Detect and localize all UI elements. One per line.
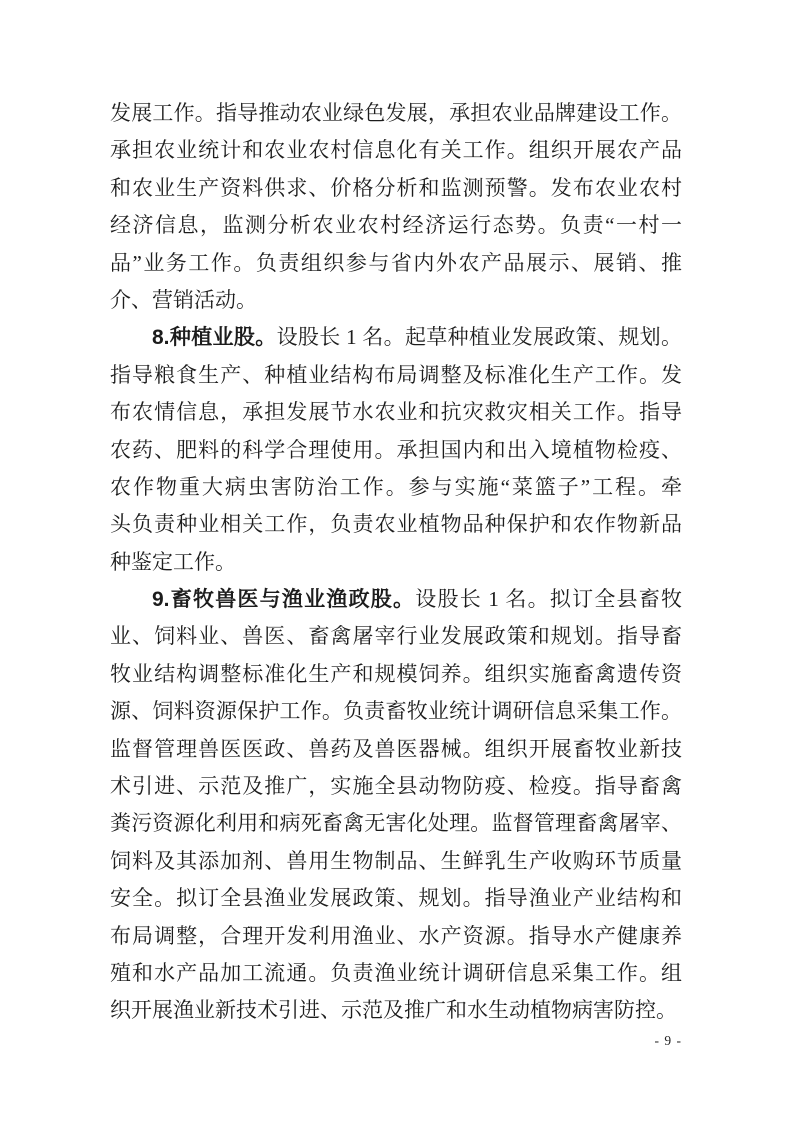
text-segment: 饲料及其添加剂、兽用生物制品、生鲜乳生产收购环节质量 <box>110 848 682 873</box>
text-line <box>110 731 682 768</box>
document-body <box>110 95 682 1030</box>
text-segment: 术引进、示范及推广，实施全县动物防疫、检疫。指导畜禽 <box>110 774 682 799</box>
text-line <box>110 469 682 506</box>
text-segment: 安全。拟订全县渔业发展政策、规划。指导渔业产业结构和 <box>110 886 682 911</box>
text-segment: 承担农业统计和农业农村信息化有关工作。组织开展农产品 <box>110 138 682 163</box>
text-segment: 源、饲料资源保护工作。负责畜牧业统计调研信息采集工作。 <box>110 699 682 724</box>
text-line <box>110 693 682 730</box>
text-segment: 指导粮食生产、种植业结构布局调整及标准化生产工作。发 <box>110 362 682 387</box>
section-heading: 8.种植业股。 <box>152 326 277 350</box>
text-segment: 发展工作。指导推动农业绿色发展，承担农业品牌建设工作。 <box>110 101 682 125</box>
text-line <box>110 282 682 319</box>
text-segment: 头负责种业相关工作，负责农业植物品种保护和农作物新品 <box>110 512 682 537</box>
text-line <box>110 319 682 356</box>
text-segment: 设股长 1 名。起草种植业发展政策、规划。 <box>276 325 683 350</box>
text-segment: 品”业务工作。负责组织参与省内外农产品展示、展销、推 <box>110 250 682 275</box>
text-segment: 布农情信息，承担发展节水农业和抗灾救灾相关工作。指导 <box>110 400 682 425</box>
text-line <box>110 843 682 880</box>
text-line <box>110 581 682 618</box>
text-line <box>110 544 682 581</box>
text-line <box>110 955 682 992</box>
text-line <box>110 170 682 207</box>
text-segment: 经济信息，监测分析农业农村经济运行态势。负责“一村一 <box>110 213 682 238</box>
text-line <box>110 207 682 244</box>
text-line <box>110 768 682 805</box>
text-segment: 和农业生产资料供求、价格分析和监测预警。发布农业农村 <box>110 175 682 200</box>
text-line <box>110 618 682 655</box>
text-segment: 监督管理兽医医政、兽药及兽医器械。组织开展畜牧业新技 <box>110 736 682 761</box>
text-line <box>110 394 682 431</box>
text-segment: 业、饲料业、兽医、畜禽屠宰行业发展政策和规划。指导畜 <box>110 624 682 649</box>
page-number: - 9 - <box>654 1033 682 1048</box>
text-line <box>110 432 682 469</box>
text-segment: 设股长 1 名。拟订全县畜牧 <box>415 587 683 612</box>
text-segment: 种鉴定工作。 <box>110 549 236 574</box>
text-line <box>110 132 682 169</box>
text-line <box>110 918 682 955</box>
text-segment: 农作物重大病虫害防治工作。参与实施“菜篮子”工程。牵 <box>110 474 682 499</box>
text-segment: 粪污资源化利用和病死畜禽无害化处理。监督管理畜禽屠宰、 <box>110 811 682 836</box>
text-segment: 牧业结构调整标准化生产和规模饲养。组织实施畜禽遗传资 <box>110 661 682 686</box>
text-line <box>110 992 682 1029</box>
text-line <box>110 245 682 282</box>
section-heading: 9.畜牧兽医与渔业渔政股。 <box>152 588 416 612</box>
text-line <box>110 95 682 132</box>
text-line <box>110 506 682 543</box>
text-segment: 织开展渔业新技术引进、示范及推广和水生动植物病害防控。 <box>110 998 677 1023</box>
text-segment: 殖和水产品加工流通。负责渔业统计调研信息采集工作。组 <box>110 960 682 985</box>
text-segment: 农药、肥料的科学合理使用。承担国内和出入境植物检疫、 <box>110 437 682 462</box>
text-line <box>110 880 682 917</box>
text-segment: 布局调整，合理开发利用渔业、水产资源。指导水产健康养 <box>110 923 682 948</box>
text-segment: 介、营销活动。 <box>110 287 257 312</box>
text-line <box>110 357 682 394</box>
text-line <box>110 805 682 842</box>
text-line <box>110 656 682 693</box>
